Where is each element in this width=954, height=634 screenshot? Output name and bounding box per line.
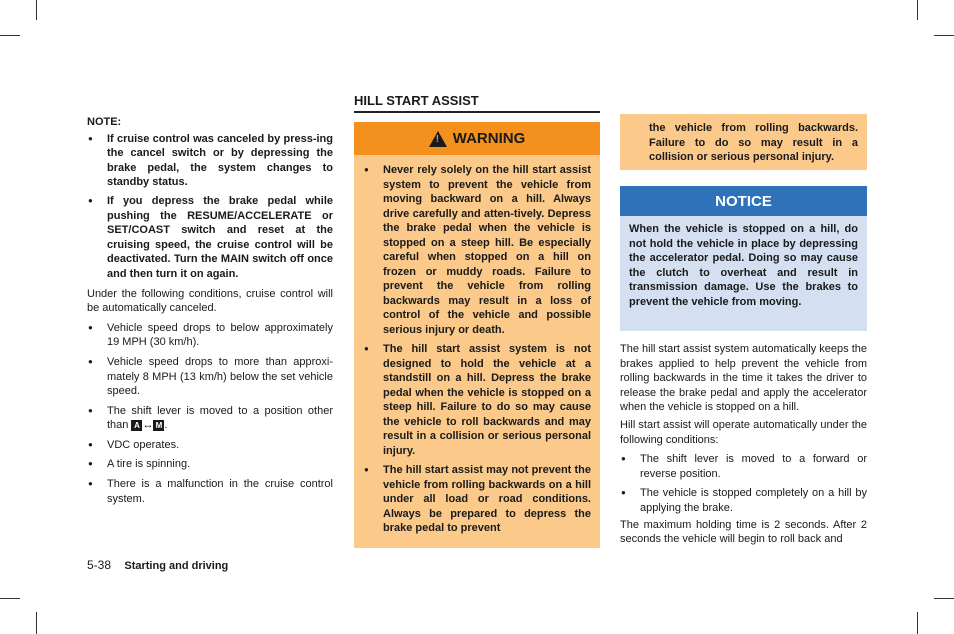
- crop-mark: [0, 35, 20, 36]
- cancel-conditions-list: [87, 321, 333, 507]
- crop-mark: [0, 598, 20, 599]
- page-number: 5-38: [87, 558, 112, 572]
- hill-condition-item: ● The vehicle is stopped completely on a hill by applying the brake.: [620, 486, 867, 515]
- crop-mark: [36, 0, 37, 20]
- hill-assist-para3: The maximum holding time is 2 seconds. After 2 seconds the vehicle will begin to roll back and: [620, 518, 867, 546]
- crop-mark: [934, 35, 954, 36]
- warning-list: [354, 155, 600, 536]
- shift-key-a-icon: A: [131, 420, 142, 431]
- warning-header: [354, 122, 600, 155]
- condition-item: ● Vehicle speed drops to below approximately 19 MPH (30 km/h).: [87, 321, 333, 350]
- note-item: ● If you depress the brake pedal while pushing the RESUME/ACCELERATE or SET/COAST switch and reset at the cruising speed, the cruise control will be deactivated. Turn the MAIN switch off once and then turn it on again.: [87, 194, 333, 282]
- left-column: [87, 115, 333, 506]
- warning-item: ● The hill start assist system is not designed to hold the vehicle at a standstill on a hill. Depress the brake pedal when the vehicle is stopped on a steep hill. Failure to do so may cause the vehicle to roll backwards and may result in a collision or serious personal injury.: [363, 342, 591, 458]
- warning-triangle-icon: [429, 131, 447, 147]
- note-list: [87, 132, 333, 282]
- condition-item: ● A tire is spinning.: [87, 457, 333, 472]
- shift-text: The shift lever is moved to a position other than: [107, 404, 333, 432]
- warning-item: ● Never rely solely on the hill start assist system to prevent the vehicle from moving backward on a hill. Always drive carefully and atten-tively. Depress the brake pedal when the vehicle is stopped on a steep hill. Be especially careful when stopped on a hill on frozen or muddy roads. Failure to prevent the vehicle from rolling backwards may result in a loss of control of the vehicle and possible serious injury or death.: [363, 163, 591, 337]
- warning-box: [354, 122, 600, 548]
- warning-item: ● The hill start assist may not prevent the vehicle from rolling backwards on a hill under all load or road conditions. Always be prepared to depress the brake pedal to prevent: [363, 463, 591, 536]
- condition-item-shift: [87, 404, 333, 433]
- notice-header: NOTICE: [620, 186, 867, 216]
- cancel-intro: Under the following conditions, cruise control will be automatically canceled.: [87, 287, 333, 315]
- condition-item: ● There is a malfunction in the cruise control system.: [87, 477, 333, 506]
- crop-mark: [917, 612, 918, 634]
- shift-end: .: [164, 419, 168, 432]
- warning-title: WARNING: [452, 130, 526, 147]
- page-footer: [87, 558, 228, 572]
- shift-arrow: ↔: [142, 419, 154, 432]
- crop-mark: [36, 612, 37, 634]
- notice-text: When the vehicle is stopped on a hill, do not hold the vehicle in place by depressing the accelerator pedal. Doing so may cause the clutch to overheat and result in transmission damage. Use the brakes to prevent the vehicle from moving.: [629, 223, 858, 308]
- right-column: [620, 342, 867, 547]
- footer-section: Starting and driving: [124, 560, 229, 572]
- warning-continuation-text: the vehicle from rolling backwards. Failure to do so may result in a collision or serious personal injury.: [649, 122, 858, 163]
- hill-assist-para2: Hill start assist will operate automatically under the following conditions:: [620, 418, 867, 446]
- hill-condition-item: ● The shift lever is moved to a forward or reverse position.: [620, 452, 867, 481]
- note-label: NOTE:: [87, 116, 122, 128]
- notice-box: [620, 186, 867, 331]
- condition-item: ● VDC operates.: [87, 438, 333, 453]
- section-title: HILL START ASSIST: [354, 93, 600, 113]
- warning-continuation: [620, 114, 867, 170]
- shift-key-m-icon: M: [153, 420, 164, 431]
- warning-glyph: !: [435, 133, 440, 145]
- hill-assist-conditions: [620, 452, 867, 515]
- hill-assist-para1: The hill start assist system automatically keeps the brakes applied to help prevent the vehicle from rolling backwards in the time it takes the driver to release the brake pedal and apply the accelerator when the vehicle is stopped on a hill.: [620, 343, 867, 414]
- crop-mark: [917, 0, 918, 20]
- crop-mark: [934, 598, 954, 599]
- note-item: ● If cruise control was canceled by press-ing the cancel switch or by depressing the brake pedal, the system changes to standby status.: [87, 132, 333, 190]
- condition-item: ● Vehicle speed drops to more than approxi-mately 8 MPH (13 km/h) below the set vehicle speed.: [87, 355, 333, 399]
